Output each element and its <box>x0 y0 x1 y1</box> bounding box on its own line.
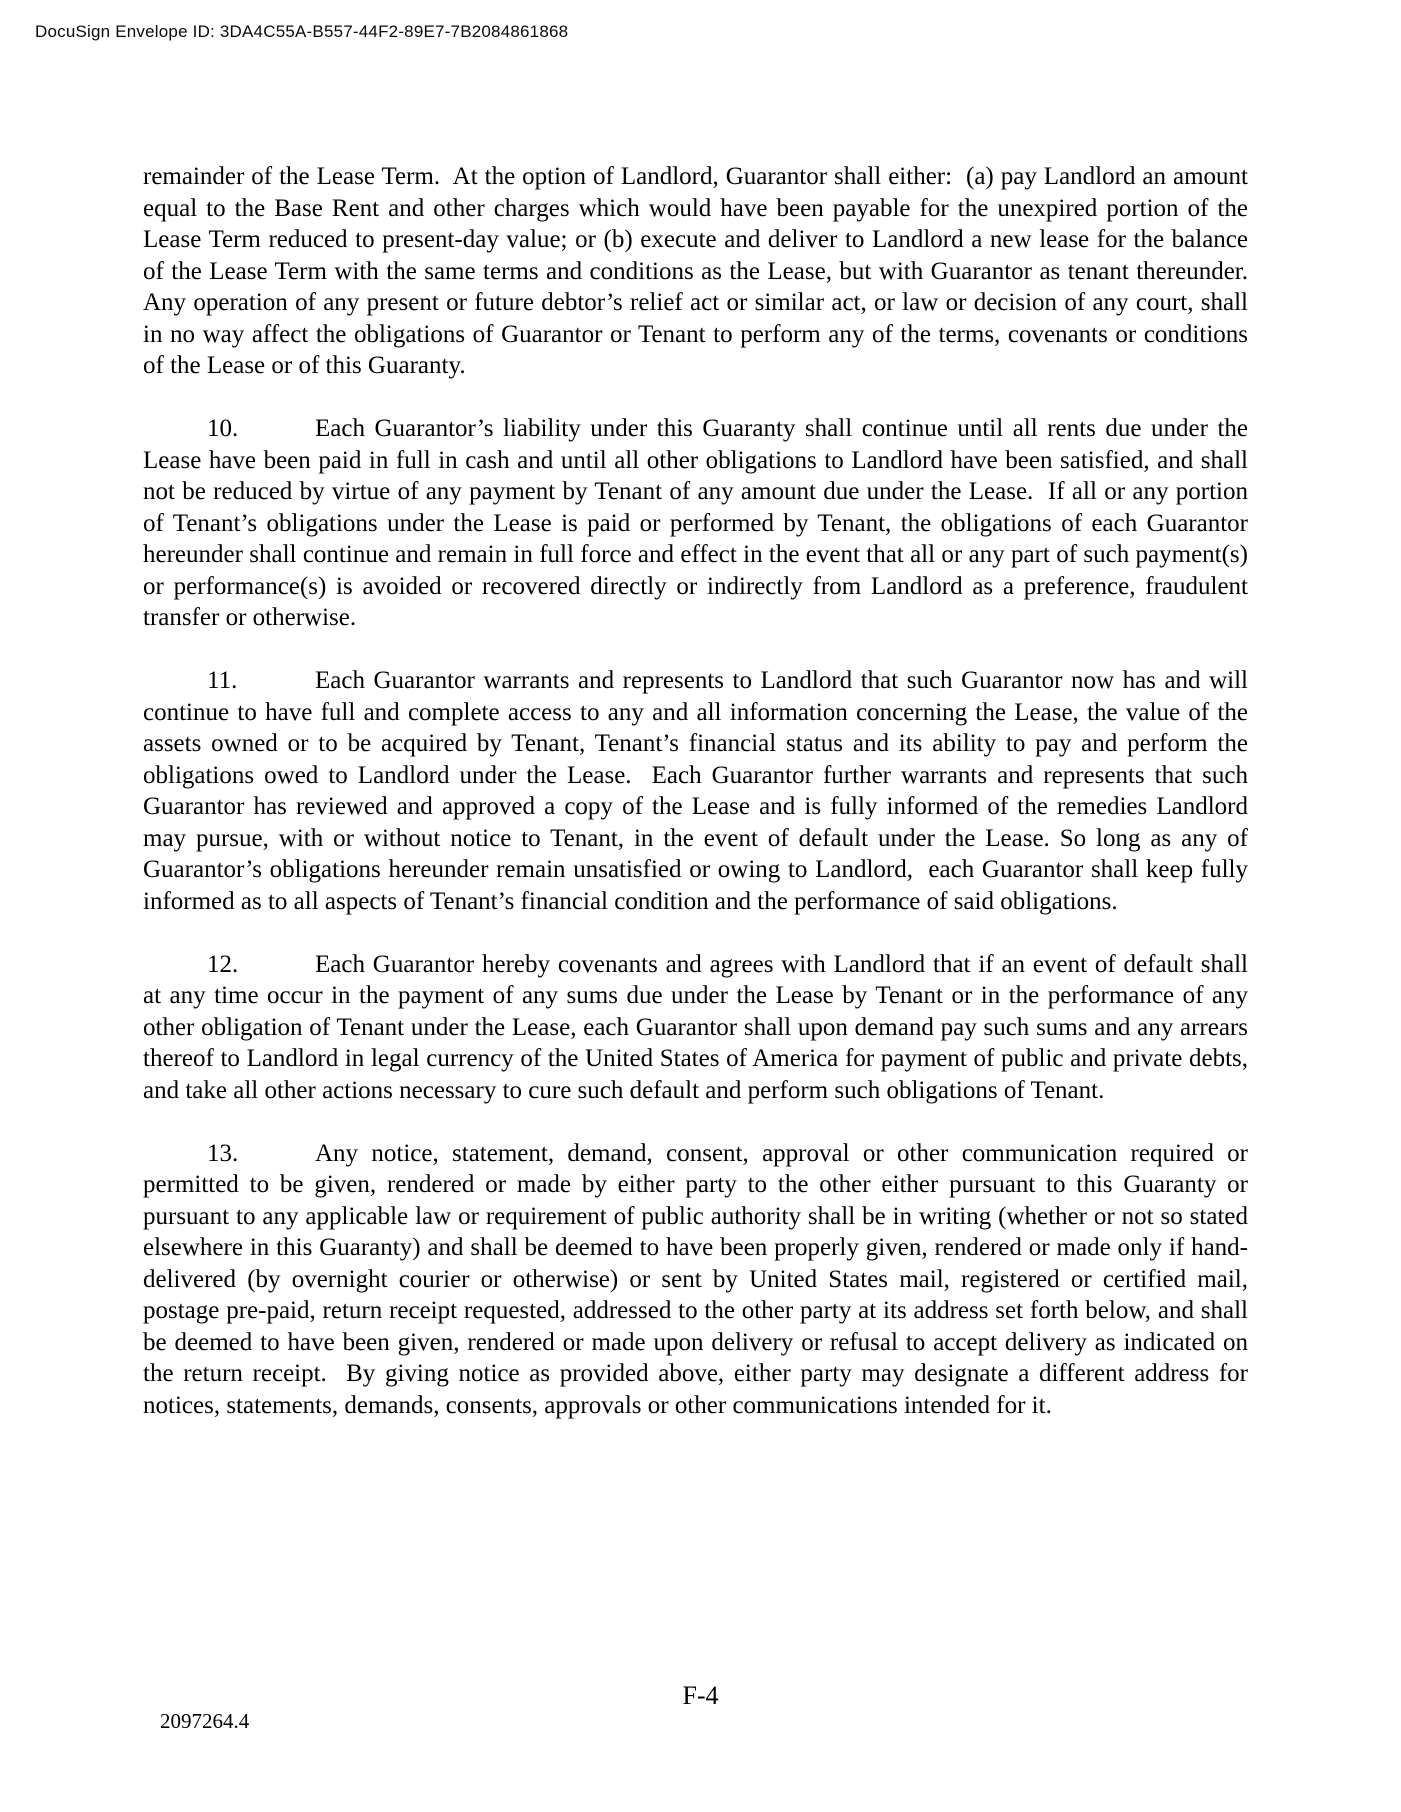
paragraph-text: remainder of the Lease Term. At the option of Landlord, Guarantor shall either: (a) pay Landlord an amount equal to the Base Rent and other charges which would have been payable for the unexpired portion of the Lease Term reduced to present-day value; or (b) execute and deliver to Landlord a new lease for the balance of the Lease Term with the same terms and conditions as the Lease, but with Guarantor as tenant thereunder. Any operation of any present or future debtor’s relief act or similar act, or law or decision of any court, shall in no way affect the obligations of Guarantor or Tenant to perform any of the terms, covenants or conditions of the Lease or of this Guaranty. <box>143 163 1261 379</box>
paragraph-text: Each Guarantor’s liability under this Guaranty shall continue until all rents due under the Lease have been paid in full in cash and until all other obligations to Landlord have been satisfied, and shall not be reduced by virtue of any payment by Tenant of any amount due under the Lease. If all or any portion of Tenant’s obligations under the Lease is paid or performed by Tenant, the obligations of each Guarantor hereunder shall continue and remain in full force and effect in the event that all or any part of such payment(s) or performance(s) is avoided or recovered directly or indirectly from Landlord as a preference, fraudulent transfer or otherwise. <box>143 415 1255 631</box>
paragraph-number: 11. <box>207 667 238 694</box>
page-number: F-4 <box>682 1681 719 1710</box>
paragraph-13 <box>143 1138 1255 1422</box>
document-body <box>143 161 1261 1453</box>
paragraph-text: Each Guarantor warrants and represents to Landlord that such Guarantor now has and will continue to have full and complete access to any and all information concerning the Lease, the value of the assets owned or to be acquired by Tenant, Tenant’s financial status and its ability to pay and perform the obligations owed to Landlord under the Lease. Each Guarantor further warrants and represents that such Guarantor has reviewed and approved a copy of the Lease and is fully informed of the remedies Landlord may pursue, with or without notice to Tenant, in the event of default under the Lease. So long as any of Guarantor’s obligations hereunder remain unsatisfied or owing to Landlord, each Guarantor shall keep fully informed as to all aspects of Tenant’s financial condition and the performance of said obligations. <box>143 667 1255 915</box>
paragraph-number: 10. <box>207 415 239 442</box>
paragraph-text: Any notice, statement, demand, consent, approval or other communication required or permitted to be given, rendered or made by either party to the other either pursuant to this Guaranty or pursuant to any applicable law or requirement of public authority shall be in writing (whether or not so stated elsewhere in this Guaranty) and shall be deemed to have been properly given, rendered or made only if hand-delivered (by overnight courier or otherwise) or sent by United States mail, registered or certified mail, postage pre-paid, return receipt requested, addressed to the other party at its address set forth below, and shall be deemed to have been given, rendered or made upon delivery or refusal to accept delivery as indicated on the return receipt. By giving notice as provided above, either party may designate a different address for notices, statements, demands, consents, approvals or other communications intended for it. <box>143 1139 1255 1419</box>
paragraph-number: 12. <box>207 950 239 978</box>
document-number: 2097264.4 <box>160 1709 250 1733</box>
paragraph-text: Each Guarantor hereby covenants and agrees with Landlord that if an event of default shall at any time occur in the payment of any sums due under the Lease by Tenant or in the performance of any other obligation of Tenant under the Lease, each Guarantor shall upon demand pay such sums and any arrears thereof to Landlord in legal currency of the United States of America for payment of public and private debts, and take all other actions necessary to cure such default and perform such obligations of Tenant. <box>143 950 1255 1104</box>
paragraph-12 <box>143 949 1255 1107</box>
paragraph-10 <box>143 413 1255 634</box>
paragraph-continuation <box>143 161 1261 382</box>
paragraph-11 <box>143 665 1255 917</box>
docusign-envelope-id: DocuSign Envelope ID: 3DA4C55A-B557-44F2-89E7-7B2084861868 <box>35 22 569 41</box>
paragraph-number: 13. <box>207 1139 239 1167</box>
